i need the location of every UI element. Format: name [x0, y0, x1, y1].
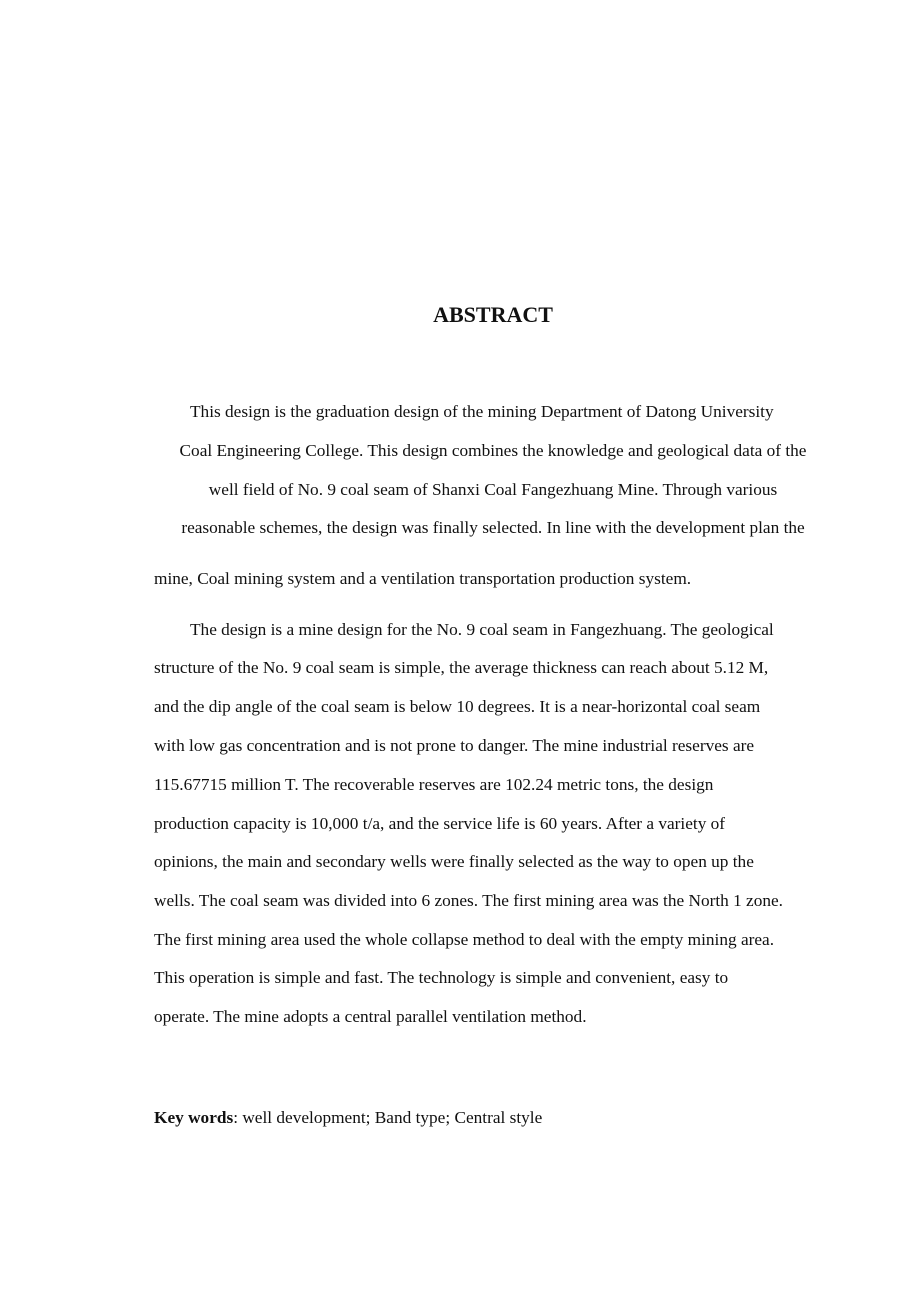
- paragraph-line: well field of No. 9 coal seam of Shanxi Coal Fangezhuang Mine. Through various: [208, 480, 778, 499]
- page-title: ABSTRACT: [433, 302, 553, 327]
- paragraph-line: This design is the graduation design of the mining Department of Datong University: [190, 402, 774, 421]
- paragraph-line: structure of the No. 9 coal seam is simple, the average thickness can reach about 5.12 M,: [154, 658, 769, 677]
- keywords-label: Key words: [154, 1108, 234, 1127]
- paragraph-line: The design is a mine design for the No. 9 coal seam in Fangezhuang. The geological: [190, 620, 774, 639]
- keywords-text: : well development; Band type; Central style: [233, 1108, 543, 1127]
- paragraph-line: Coal Engineering College. This design combines the knowledge and geological data of the: [179, 441, 807, 460]
- paragraph-line: opinions, the main and secondary wells were finally selected as the way to open up the: [154, 852, 754, 871]
- paragraph-line: mine, Coal mining system and a ventilation transportation production system.: [154, 569, 692, 588]
- paragraph-line: operate. The mine adopts a central parallel ventilation method.: [154, 1007, 587, 1026]
- paragraph-line: This operation is simple and fast. The technology is simple and convenient, easy to: [154, 968, 729, 987]
- paragraph-line: wells. The coal seam was divided into 6 zones. The first mining area was the North 1 zone.: [154, 891, 784, 910]
- keywords-line: [154, 1106, 542, 1130]
- paragraph-line: reasonable schemes, the design was finally selected. In line with the development plan the: [181, 518, 805, 537]
- paragraph-line: production capacity is 10,000 t/a, and the service life is 60 years. After a variety of: [154, 814, 726, 833]
- paragraph-line: and the dip angle of the coal seam is below 10 degrees. It is a near-horizontal coal seam: [154, 697, 761, 716]
- paragraph-line: The first mining area used the whole collapse method to deal with the empty mining area.: [154, 930, 775, 949]
- paragraph-line: 115.67715 million T. The recoverable reserves are 102.24 metric tons, the design: [154, 775, 714, 794]
- paragraph-line: with low gas concentration and is not prone to danger. The mine industrial reserves are: [154, 736, 755, 755]
